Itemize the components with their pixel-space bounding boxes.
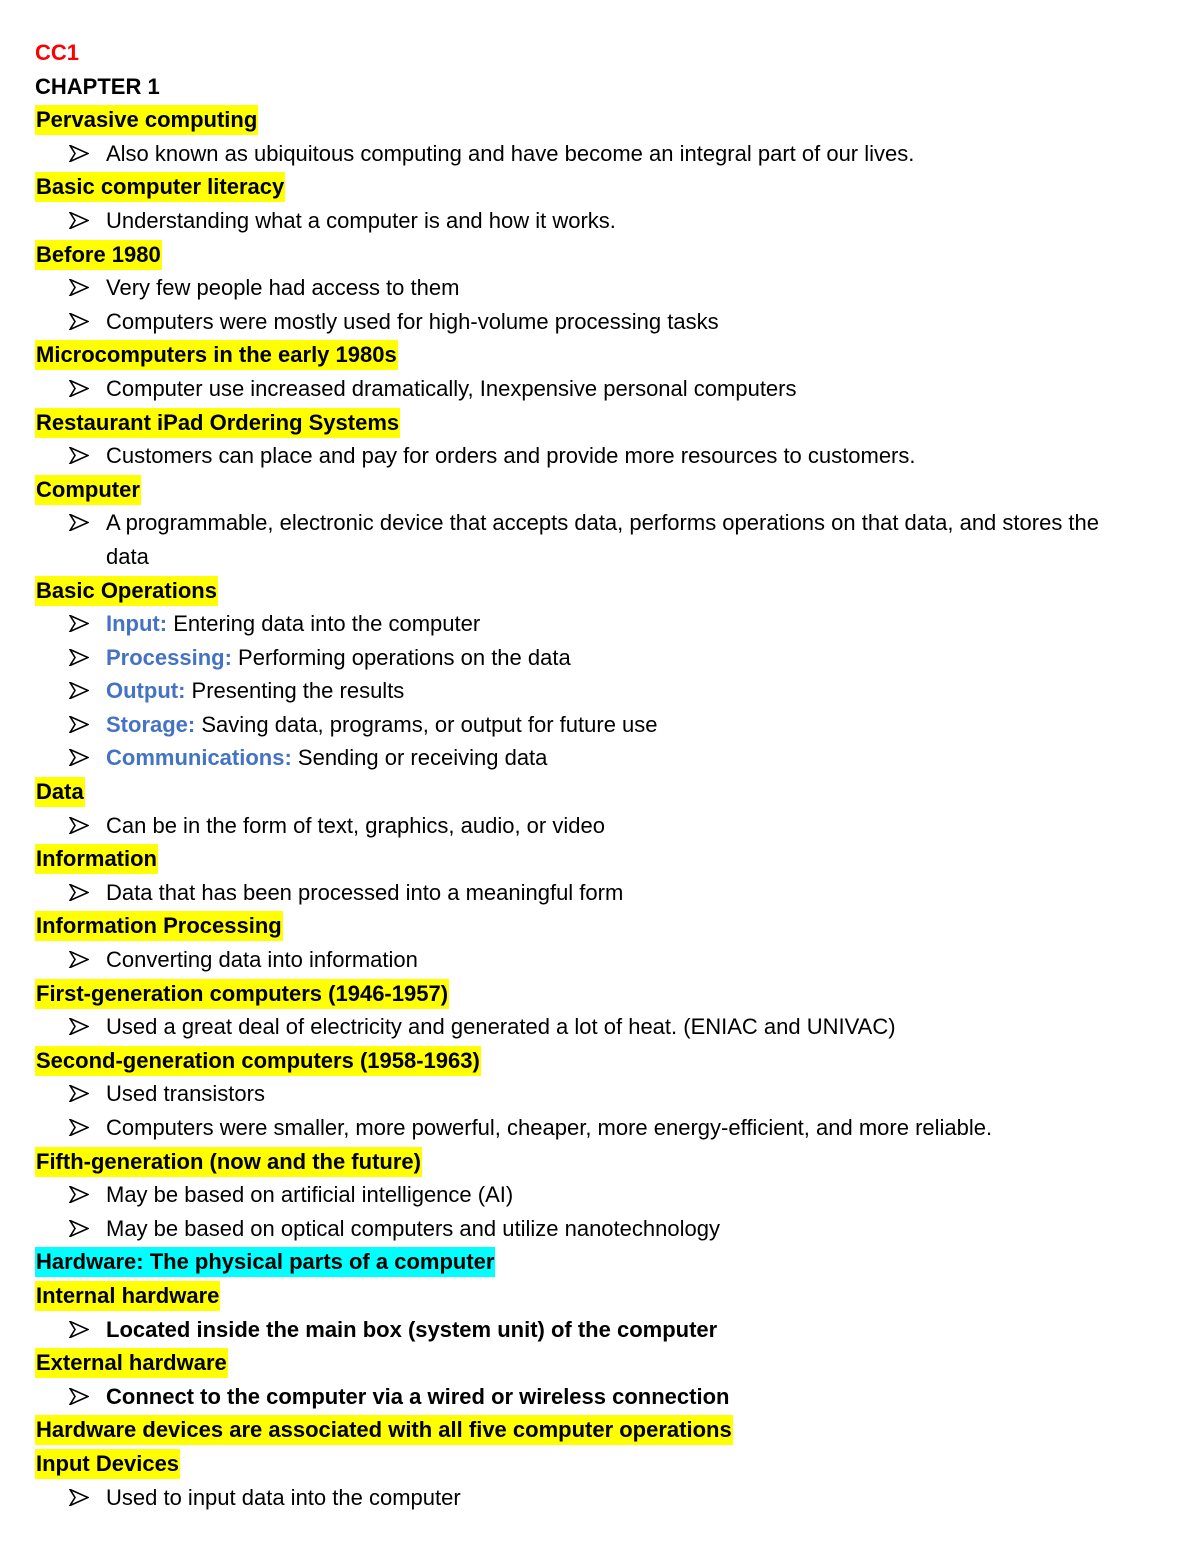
arrowhead-bullet-icon	[69, 447, 89, 464]
bullet-text: Used transistors	[106, 1081, 265, 1107]
arrowhead-bullet-icon	[69, 1321, 89, 1338]
section-heading	[35, 574, 1160, 608]
operation-description: Entering data into the computer	[167, 611, 481, 637]
bullet-text: Located inside the main box (system unit) of the computer	[106, 1316, 718, 1342]
bullet-item	[35, 876, 1160, 910]
bullet-text: Data that has been processed into a meaningful form	[106, 879, 624, 905]
heading-pervasive-computing: Pervasive computing	[35, 105, 258, 135]
section-heading	[35, 1145, 1160, 1179]
arrowhead-bullet-icon	[69, 716, 89, 733]
bullet-item	[35, 506, 1160, 573]
heading-data: Data	[35, 777, 85, 807]
arrowhead-bullet-icon	[69, 380, 89, 397]
section-heading	[35, 170, 1160, 204]
section-heading	[35, 909, 1160, 943]
bullet-text: Computer use increased dramatically, Inexpensive personal computers	[106, 375, 797, 401]
heading-five-operations: Hardware devices are associated with all five computer operations	[35, 1415, 733, 1445]
heading-internal-hardware: Internal hardware	[35, 1281, 220, 1311]
document-code-line	[35, 36, 1160, 70]
bullet-text: Very few people had access to them	[106, 275, 460, 301]
bullet-text: Converting data into information	[106, 947, 418, 973]
bullet-item	[35, 943, 1160, 977]
operation-description: Presenting the results	[185, 678, 405, 704]
bullet-item	[35, 137, 1160, 171]
bullet-item	[35, 305, 1160, 339]
bullet-text: Used a great deal of electricity and generated a lot of heat. (ENIAC and UNIVAC)	[106, 1014, 896, 1040]
arrowhead-bullet-icon	[69, 279, 89, 296]
heading-basic-computer-literacy: Basic computer literacy	[35, 172, 285, 202]
section-heading	[35, 238, 1160, 272]
section-heading	[35, 977, 1160, 1011]
heading-computer: Computer	[35, 475, 141, 505]
arrowhead-bullet-icon	[69, 884, 89, 901]
bullet-item	[35, 1010, 1160, 1044]
arrowhead-bullet-icon	[69, 615, 89, 632]
arrowhead-bullet-icon	[69, 145, 89, 162]
arrowhead-bullet-icon	[69, 1085, 89, 1102]
bullet-item	[35, 607, 1160, 641]
arrowhead-bullet-icon	[69, 649, 89, 666]
bullet-text: May be based on artificial intelligence (AI)	[106, 1182, 514, 1208]
chapter-line	[35, 70, 1160, 104]
bullet-item	[35, 1481, 1160, 1515]
arrowhead-bullet-icon	[69, 212, 89, 229]
arrowhead-bullet-icon	[69, 682, 89, 699]
bullet-item	[35, 1313, 1160, 1347]
heading-fifth-generation: Fifth-generation (now and the future)	[35, 1147, 422, 1177]
bullet-text: May be based on optical computers and utilize nanotechnology	[106, 1215, 720, 1241]
operation-term-storage: Storage:	[106, 711, 196, 737]
arrowhead-bullet-icon	[69, 817, 89, 834]
heading-information: Information	[35, 844, 158, 874]
arrowhead-bullet-icon	[69, 1186, 89, 1203]
heading-external-hardware: External hardware	[35, 1348, 228, 1378]
document-code: CC1	[35, 40, 80, 65]
bullet-item	[35, 708, 1160, 742]
bullet-item	[35, 1212, 1160, 1246]
heading-before-1980: Before 1980	[35, 240, 162, 270]
bullet-text: Computers were mostly used for high-volume processing tasks	[106, 308, 719, 334]
heading-restaurant-ipad: Restaurant iPad Ordering Systems	[35, 408, 400, 438]
operation-description: Sending or receiving data	[291, 745, 548, 771]
bullet-item	[35, 741, 1160, 775]
bullet-text: Can be in the form of text, graphics, audio, or video	[106, 812, 605, 838]
bullet-item	[35, 641, 1160, 675]
section-heading	[35, 775, 1160, 809]
bullet-item	[35, 809, 1160, 843]
heading-basic-operations: Basic Operations	[35, 576, 218, 606]
operation-description: Performing operations on the data	[231, 644, 571, 670]
operation-term-input: Input:	[106, 611, 168, 637]
bullet-item	[35, 1077, 1160, 1111]
section-heading	[35, 1245, 1160, 1279]
heading-microcomputers: Microcomputers in the early 1980s	[35, 340, 398, 370]
heading-input-devices: Input Devices	[35, 1449, 180, 1479]
operation-term-processing: Processing:	[106, 644, 232, 670]
bullet-item	[35, 1111, 1160, 1145]
bullet-text: Also known as ubiquitous computing and have become an integral part of our lives.	[106, 140, 915, 166]
bullet-text: A programmable, electronic device that accepts data, performs operations on that data, and stores the data	[106, 510, 1100, 569]
section-heading	[35, 338, 1160, 372]
operation-term-communications: Communications:	[106, 745, 292, 771]
bullet-text: Used to input data into the computer	[106, 1484, 461, 1510]
bullet-text: Customers can place and pay for orders and provide more resources to customers.	[106, 443, 916, 469]
bullet-item	[35, 1178, 1160, 1212]
arrowhead-bullet-icon	[69, 1119, 89, 1136]
bullet-item	[35, 674, 1160, 708]
section-heading	[35, 406, 1160, 440]
section-heading	[35, 842, 1160, 876]
bullet-item	[35, 204, 1160, 238]
bullet-text: Understanding what a computer is and how it works.	[106, 207, 616, 233]
arrowhead-bullet-icon	[69, 1489, 89, 1506]
bullet-item	[35, 1380, 1160, 1414]
section-heading	[35, 1279, 1160, 1313]
operation-description: Saving data, programs, or output for future use	[195, 711, 658, 737]
heading-second-generation: Second-generation computers (1958-1963)	[35, 1046, 481, 1076]
heading-first-generation: First-generation computers (1946-1957)	[35, 979, 449, 1009]
heading-information-processing: Information Processing	[35, 911, 283, 941]
arrowhead-bullet-icon	[69, 1388, 89, 1405]
section-heading	[35, 1346, 1160, 1380]
section-heading	[35, 103, 1160, 137]
section-heading	[35, 1413, 1160, 1447]
bullet-item	[35, 372, 1160, 406]
bullet-item	[35, 439, 1160, 473]
bullet-text: Connect to the computer via a wired or wireless connection	[106, 1383, 730, 1409]
bullet-text: Computers were smaller, more powerful, cheaper, more energy-efficient, and more reliable.	[106, 1115, 993, 1140]
arrowhead-bullet-icon	[69, 514, 89, 531]
arrowhead-bullet-icon	[69, 313, 89, 330]
operation-term-output: Output:	[106, 678, 186, 704]
section-heading	[35, 473, 1160, 507]
arrowhead-bullet-icon	[69, 951, 89, 968]
bullet-item	[35, 271, 1160, 305]
arrowhead-bullet-icon	[69, 749, 89, 766]
heading-hardware: Hardware: The physical parts of a computer	[35, 1247, 495, 1277]
arrowhead-bullet-icon	[69, 1220, 89, 1237]
section-heading	[35, 1447, 1160, 1481]
chapter-title: CHAPTER 1	[35, 73, 160, 99]
section-heading	[35, 1044, 1160, 1078]
arrowhead-bullet-icon	[69, 1018, 89, 1035]
